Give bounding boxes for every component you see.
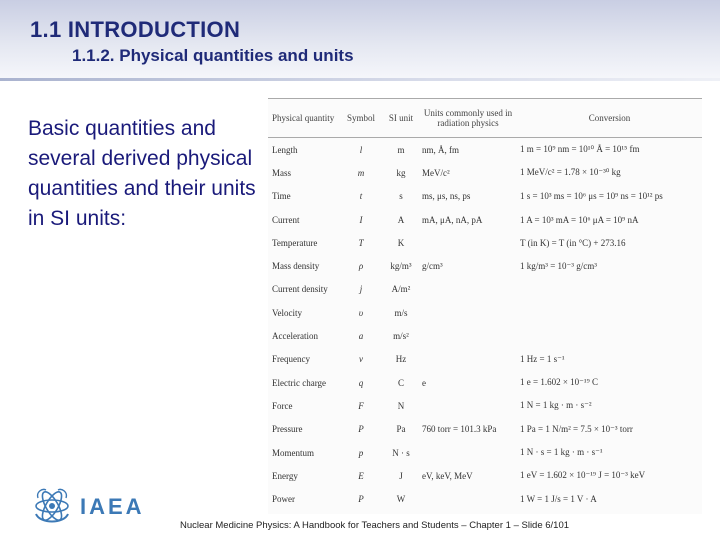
common-units-cell: eV, keV, MeV (422, 470, 473, 481)
common-units-cell: nm, Å, fm (422, 144, 459, 155)
si-unit-cell: W (396, 494, 406, 505)
conversion-cell: 1 m = 10⁹ nm = 10¹⁰ Å = 10¹⁵ fm (520, 144, 640, 155)
conversion-cell: 1 A = 10³ mA = 10⁶ μA = 10⁹ nA (520, 214, 639, 225)
quantity-cell: Energy (272, 470, 298, 481)
si-unit-cell: s (399, 191, 403, 202)
quantity-cell: Power (272, 494, 295, 505)
si-unit-cell: m (397, 144, 405, 155)
common-units-cell: g/cm³ (422, 261, 443, 272)
header-conversion: Conversion (517, 99, 702, 138)
symbol-cell: P (358, 494, 364, 505)
slide-title: 1.1 INTRODUCTION (30, 17, 241, 42)
si-unit-cell: kg (396, 167, 406, 178)
slide-footer: Nuclear Medicine Physics: A Handbook for Teachers and Students – Chapter 1 – Slide 6/101 (180, 520, 570, 531)
quantity-cell: Electric charge (272, 377, 327, 388)
quantity-cell: Current (272, 214, 300, 225)
common-units-cell (419, 301, 517, 324)
table-row (268, 161, 702, 184)
si-unit-cell: m/s² (393, 331, 409, 342)
conversion-cell: 1 MeV/c² = 1.78 × 10⁻³⁰ kg (520, 167, 621, 178)
symbol-cell: j (359, 284, 363, 295)
units-table (268, 98, 702, 511)
slide-subtitle: 1.1.2. Physical quantities and units (72, 46, 354, 65)
conversion-cell: T (in K) = T (in °C) + 273.16 (520, 237, 626, 248)
common-units-cell (419, 394, 517, 417)
quantity-cell: Temperature (272, 237, 318, 248)
si-unit-cell: N · s (392, 447, 410, 458)
header-si-unit: SI unit (383, 99, 419, 138)
quantity-cell: Pressure (272, 424, 303, 435)
table-row (268, 418, 702, 441)
common-units-cell: ms, μs, ns, ps (422, 191, 471, 202)
common-units-cell (419, 441, 517, 464)
conversion-cell: 1 e = 1.602 × 10⁻¹⁹ C (520, 377, 598, 388)
conversion-cell: 1 Hz = 1 s⁻¹ (520, 353, 565, 364)
si-unit-cell: N (397, 400, 405, 411)
quantity-cell: Mass (272, 167, 292, 178)
table-row (268, 324, 702, 347)
conversion-cell (517, 278, 702, 301)
conversion-cell: 1 W = 1 J/s = 1 V · A (520, 494, 597, 505)
table-row (268, 441, 702, 464)
common-units-cell (419, 487, 517, 510)
body-text: Basic quantities and several derived physical quantities and their units in SI units: (28, 117, 256, 230)
symbol-cell: I (359, 214, 363, 225)
si-unit-cell: A/m² (391, 284, 411, 295)
common-units-cell (419, 348, 517, 371)
units-table-image (268, 98, 702, 514)
table-row (268, 487, 702, 510)
common-units-cell: mA, μA, nA, pA (422, 214, 483, 225)
table-row (268, 138, 702, 162)
symbol-cell: l (359, 144, 363, 155)
quantity-cell: Force (272, 400, 293, 411)
conversion-cell: 1 eV = 1.602 × 10⁻¹⁹ J = 10⁻³ keV (520, 470, 646, 481)
si-unit-cell: A (397, 214, 405, 225)
quantity-cell: Momentum (272, 447, 314, 458)
symbol-cell: ν (359, 354, 363, 365)
common-units-cell (419, 324, 517, 347)
table-row (268, 231, 702, 254)
si-unit-cell: J (399, 470, 403, 481)
iaea-logo-text: IAEA (80, 494, 145, 519)
symbol-cell: E (358, 470, 364, 481)
quantity-cell: Velocity (272, 307, 302, 318)
si-unit-cell: C (397, 377, 404, 388)
si-unit-cell: K (397, 237, 405, 248)
header-symbol: Symbol (339, 99, 383, 138)
si-unit-cell: Hz (395, 354, 407, 365)
table-row (268, 301, 702, 324)
table-row (268, 208, 702, 231)
common-units-cell: MeV/c² (422, 167, 450, 178)
symbol-cell: a (358, 331, 364, 342)
symbol-cell: t (359, 191, 363, 202)
quantity-cell: Current density (272, 284, 328, 295)
si-unit-cell: m/s (394, 307, 408, 318)
common-units-cell (419, 231, 517, 254)
symbol-cell: υ (358, 307, 364, 318)
si-unit-cell: Pa (396, 424, 406, 435)
table-row (268, 464, 702, 487)
si-unit-cell: kg/m³ (390, 261, 412, 272)
common-units-cell: 760 torr = 101.3 kPa (422, 424, 497, 435)
symbol-cell: p (358, 447, 364, 458)
conversion-cell: 1 s = 10³ ms = 10⁶ μs = 10⁹ ns = 10¹² ps (520, 191, 663, 202)
common-units-cell: e (422, 377, 426, 388)
table-row (268, 348, 702, 371)
symbol-cell: T (358, 237, 364, 248)
quantity-cell: Mass density (272, 261, 320, 272)
quantity-cell: Acceleration (272, 331, 318, 342)
conversion-cell (517, 301, 702, 324)
header-quantity: Physical quantity (268, 99, 339, 138)
table-row (268, 394, 702, 417)
symbol-cell: ρ (358, 261, 364, 272)
quantity-cell: Length (272, 144, 298, 155)
header-divider (0, 78, 720, 81)
table-header-row (268, 99, 702, 138)
symbol-cell: F (358, 400, 364, 411)
table-row (268, 254, 702, 277)
common-units-cell (419, 278, 517, 301)
symbol-cell: q (358, 377, 364, 388)
conversion-cell: 1 N · s = 1 kg · m · s⁻¹ (520, 447, 603, 457)
table-row (268, 278, 702, 301)
symbol-cell: P (358, 424, 364, 435)
quantity-cell: Time (272, 191, 291, 202)
symbol-cell: m (357, 167, 365, 178)
table-row (268, 185, 702, 208)
quantity-cell: Frequency (272, 354, 310, 365)
table-row (268, 371, 702, 394)
header-common-units: Units commonly used in radiation physics (419, 99, 517, 138)
conversion-cell: 1 kg/m³ = 10⁻³ g/cm³ (520, 260, 597, 271)
conversion-cell: 1 N = 1 kg · m · s⁻² (520, 400, 592, 411)
conversion-cell (517, 324, 702, 347)
conversion-cell: 1 Pa = 1 N/m² = 7.5 × 10⁻³ torr (520, 423, 633, 434)
